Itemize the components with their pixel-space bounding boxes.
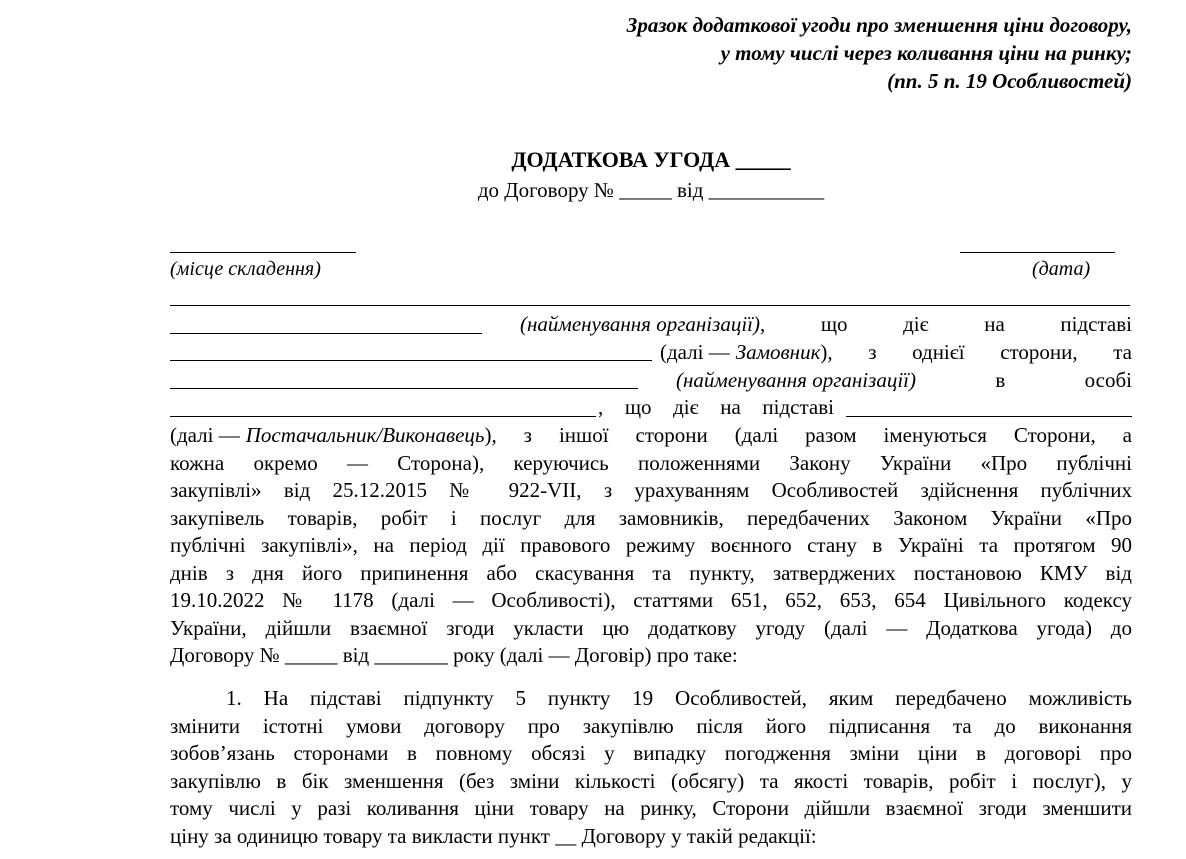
representative-blank — [170, 416, 596, 417]
parties-line-3 — [660, 338, 1132, 366]
paragraph-line: публічні закупівлі», на період дії правового режиму воєнного стану в Україні та протягом 90 — [170, 533, 1132, 557]
paragraph-line: 19.10.2022 № 1178 (далі — Особливості), статтями 651, 652, 653, 654 Цивільного кодексу — [170, 588, 1132, 612]
customer-basis-blank — [170, 360, 652, 361]
header-note-line-2: у тому числі через коливання ціни на ринку; — [720, 41, 1132, 65]
paragraph-line: 1. На підставі підпункту 5 пункту 19 Особливостей, яким передбачено можливість — [226, 686, 1132, 710]
parties-line-2 — [520, 310, 1132, 338]
paragraph-line: закупівель товарів, робіт і послуг для замовників, передбачених Законом України «Про — [170, 505, 1132, 530]
clause-1-paragraph — [170, 685, 1132, 850]
paragraph-line: Договору № _____ від _______ року (далі — Договір) про таке: — [170, 643, 738, 667]
word: діє — [903, 312, 929, 336]
organization-caption: (найменування організації), — [520, 312, 766, 336]
parties-line-5 — [598, 393, 834, 421]
paragraph-line: змінити істотні умови договору про закупівлю після його підписання та до виконання — [170, 713, 1132, 738]
header-note-line-1: Зразок додаткової угоди про зменшення ціни договору, — [626, 13, 1132, 37]
document-title: ДОДАТКОВА УГОДА _____ — [511, 147, 791, 172]
paragraph-line: зобов’язань сторонами в повному обсязі у випадку погодження зміни ціни в договорі про — [170, 741, 1132, 765]
paragraph-line: закупівлю в бік зменшення (без зміни кількості (обсягу) та якості товарів, робіт і послуг), у — [170, 768, 1132, 793]
paragraph-line: ціну за одиницю товару та викласти пункт __ Договору у такій редакції: — [170, 823, 817, 848]
word: особі — [1084, 368, 1132, 392]
word: на — [984, 312, 1005, 336]
organization-blank-line — [170, 305, 1130, 306]
supplier-basis-blank — [846, 416, 1132, 417]
place-blank-line — [170, 252, 356, 253]
word: підставі — [1060, 312, 1132, 336]
text-fragment: ), з однієї сторони, та — [820, 340, 1132, 364]
date-blank-line — [960, 252, 1115, 253]
text-fragment: (далі — — [660, 340, 730, 364]
paragraph-line: кожна окремо — Сторона), керуючись положеннями Закону України «Про публічні — [170, 450, 1132, 475]
customer-label: Замовник — [735, 340, 821, 364]
word: що — [820, 312, 848, 336]
paragraph-line: закупівлі» від 25.12.2015 № 922-VII, з урахуванням Особливостей здійснення публічних — [170, 478, 1132, 502]
organization-name-blank — [170, 333, 482, 334]
word: в — [995, 368, 1006, 392]
place-caption: (місце складення) — [170, 258, 321, 280]
supplier-label: Постачальник/Виконавець — [245, 423, 485, 447]
paragraph-line — [170, 422, 1132, 450]
text-fragment: (далі — — [170, 423, 240, 447]
parties-line-4 — [676, 366, 1132, 394]
document-subtitle: до Договору № _____ від ___________ — [477, 178, 825, 202]
preamble-paragraph — [170, 422, 1132, 670]
paragraph-line: України, дійшли взаємної згоди укласти цю додаткову угоду (далі — Додаткова угода) до — [170, 615, 1132, 640]
paragraph-line: тому числі у разі коливання ціни товару на ринку, Сторони дійшли взаємної згоди зменшити — [170, 796, 1132, 820]
paragraph-line: днів з дня його припинення або скасування та пункту, затверджених постановою КМУ від — [170, 560, 1132, 585]
supplier-name-blank — [170, 388, 638, 389]
date-caption: (дата) — [1032, 258, 1091, 280]
header-note-line-3: (пп. 5 п. 19 Особливостей) — [887, 69, 1132, 93]
organization-caption: (найменування організації) — [676, 368, 916, 392]
text-fragment: , що діє на підставі — [598, 395, 834, 419]
text-fragment: ), з іншої сторони (далі разом іменуються Сторони, а — [484, 423, 1132, 447]
